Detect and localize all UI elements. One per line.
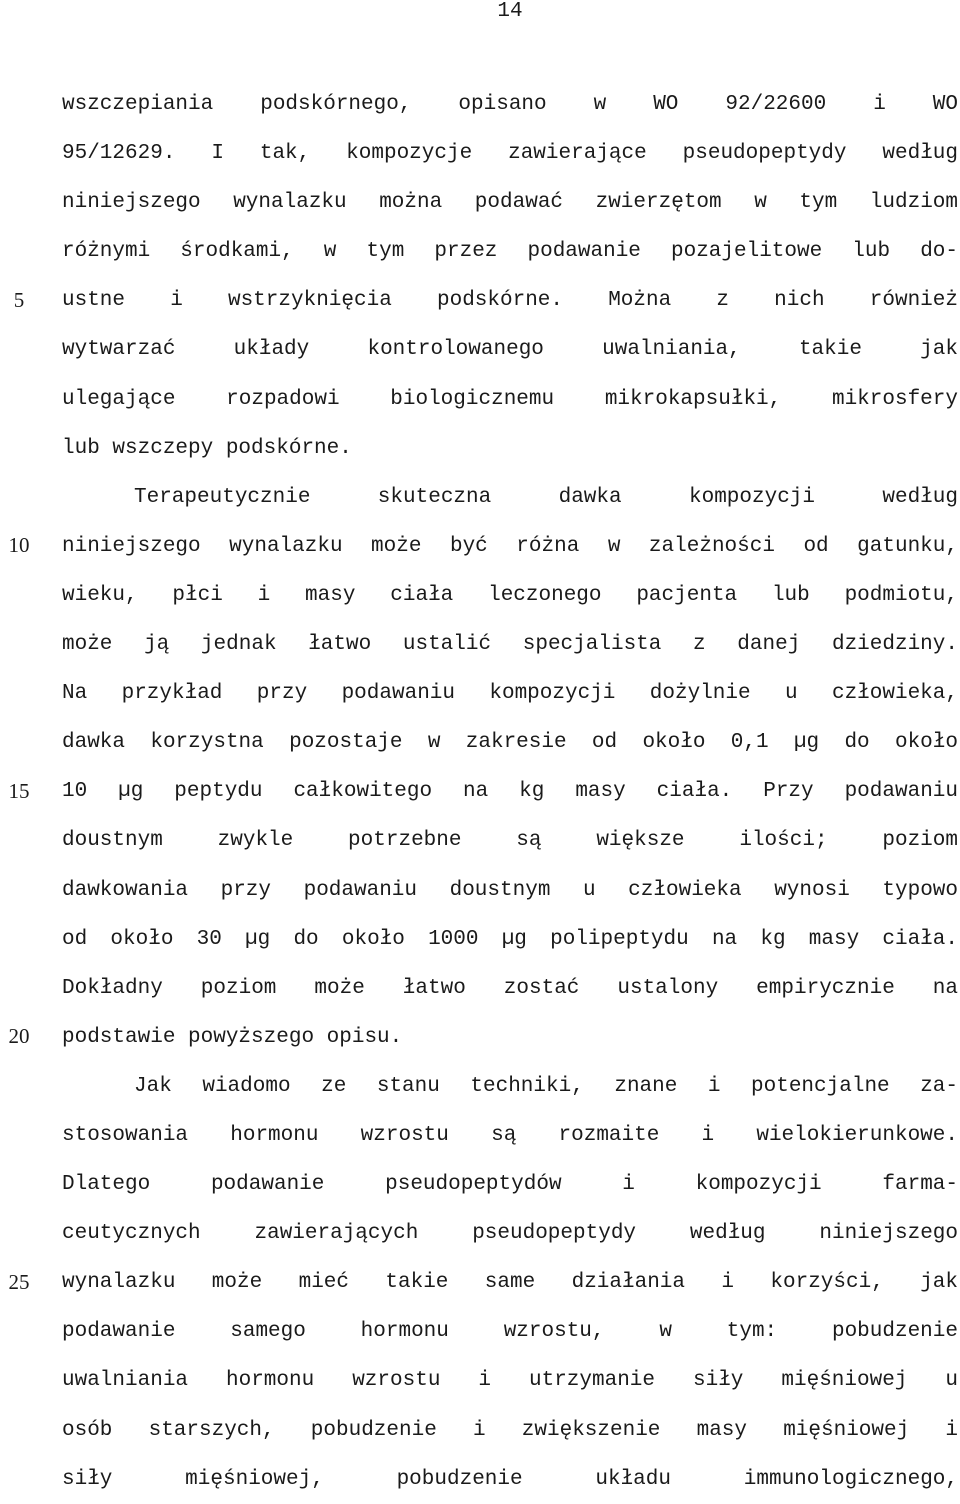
text-line: ceutycznych zawierających pseudopeptydy według niniejszego	[62, 1222, 958, 1246]
text-line: 95/12629. I tak, kompozycje zawierające pseudopeptydy według	[62, 142, 958, 166]
line-number-25: 25	[8, 1270, 30, 1294]
text-line: od około 30 µg do około 1000 µg polipeptydu na kg masy ciała.	[62, 927, 958, 951]
text-line: podawanie samego hormonu wzrostu, w tym: pobudzenie	[62, 1320, 958, 1344]
text-line: doustnym zwykle potrzebne są większe ilości; poziom	[62, 829, 958, 853]
text-line: niniejszego wynalazku można podawać zwierzętom w tym ludziom	[62, 191, 958, 215]
text-line: dawka korzystna pozostaje w zakresie od około 0,1 µg do około	[62, 731, 958, 755]
text-line: może ją jednak łatwo ustalić specjalista z danej dziedziny.	[62, 633, 958, 657]
line-number-margin	[0, 0, 40, 1489]
text-line: wytwarzać układy kontrolowanego uwalniania, takie jak	[62, 338, 958, 362]
text-line: ulegające rozpadowi biologicznemu mikrokapsułki, mikrosfery	[62, 387, 958, 411]
text-line: wieku, płci i masy ciała leczonego pacjenta lub podmiotu,	[62, 583, 958, 607]
text-line: Dlatego podawanie pseudopeptydów i kompozycji farma-	[62, 1173, 958, 1197]
text-line: stosowania hormonu wzrostu są rozmaite i wielokierunkowe.	[62, 1123, 958, 1147]
text-line: różnymi środkami, w tym przez podawanie pozajelitowe lub do-	[62, 240, 958, 264]
text-line: lub wszczepy podskórne.	[62, 436, 352, 460]
text-line: osób starszych, pobudzenie i zwiększenie masy mięśniowej i	[62, 1418, 958, 1442]
page-number: 14	[497, 0, 523, 23]
line-number-5: 5	[13, 288, 25, 312]
line-number-10: 10	[8, 533, 30, 557]
text-line: wszczepiania podskórnego, opisano w WO 92/22600 i WO	[62, 93, 958, 116]
text-line: uwalniania hormonu wzrostu i utrzymanie siły mięśniowej u	[62, 1369, 958, 1393]
line-number-20: 20	[8, 1024, 30, 1048]
text-line: Jak wiadomo ze stanu techniki, znane i potencjalne za-	[134, 1074, 958, 1098]
paragraph-2	[62, 473, 958, 1062]
paragraph-3	[62, 1062, 958, 1504]
text-line: siły mięśniowej, pobudzenie układu immunologicznego,	[62, 1467, 958, 1491]
text-line: 10 µg peptydu całkowitego na kg masy ciała. Przy podawaniu	[62, 780, 958, 804]
text-line: ustne i wstrzyknięcia podskórne. Można z nich również	[62, 289, 958, 313]
document-body	[62, 80, 958, 1504]
text-line: podstawie powyższego opisu.	[62, 1025, 403, 1049]
text-line: Na przykład przy podawaniu kompozycji dożylnie u człowieka,	[62, 682, 958, 706]
text-line: wynalazku może mieć takie same działania i korzyści, jak	[62, 1271, 958, 1295]
text-line: Terapeutycznie skuteczna dawka kompozycji według	[134, 485, 958, 509]
text-line: niniejszego wynalazku może być różna w zależności od gatunku,	[62, 534, 958, 558]
text-line: dawkowania przy podawaniu doustnym u człowieka wynosi typowo	[62, 878, 958, 902]
line-number-15: 15	[8, 779, 30, 803]
paragraph-1	[62, 80, 958, 473]
text-line: Dokładny poziom może łatwo zostać ustalony empirycznie na	[62, 976, 958, 1000]
